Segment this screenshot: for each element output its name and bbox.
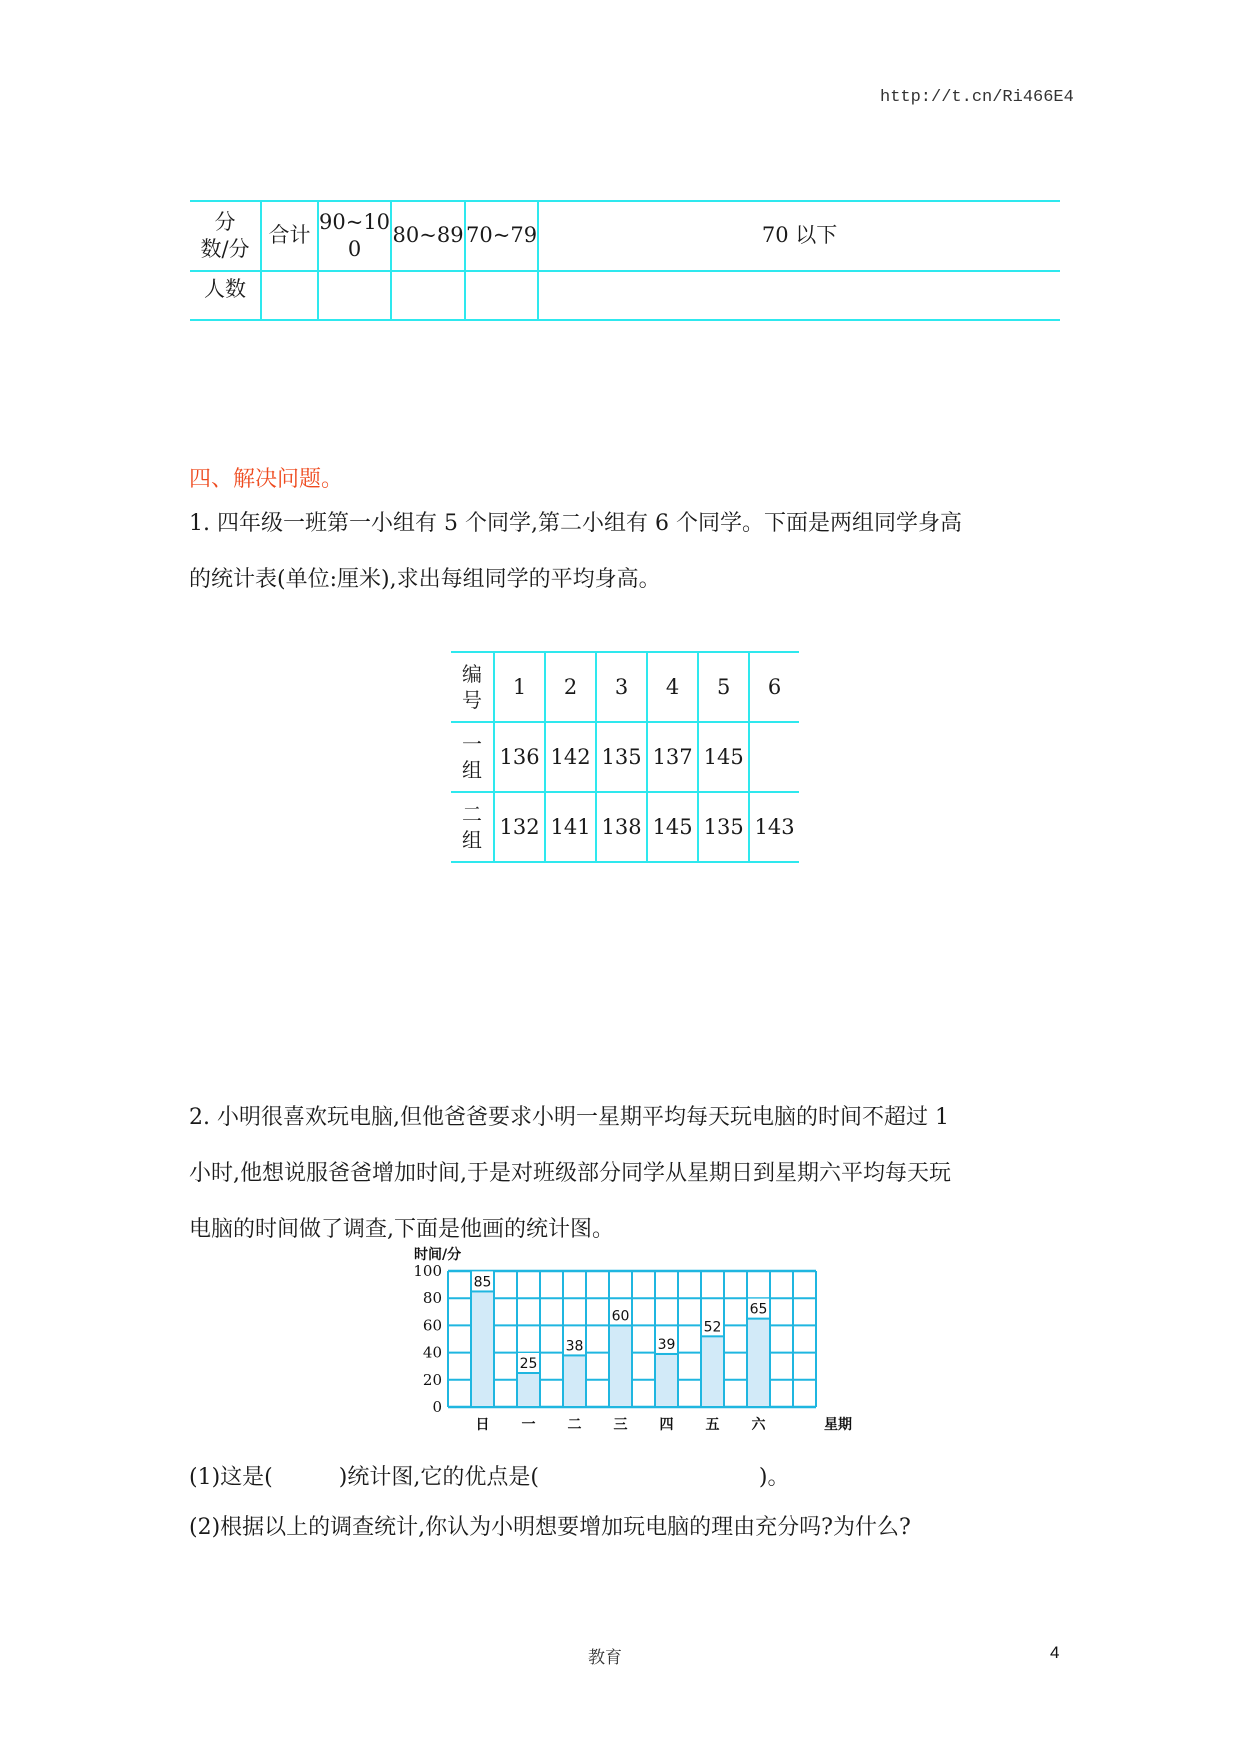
height-cell: 132 [494,792,545,862]
height-cell: 141 [545,792,596,862]
data-label: 38 [565,1338,584,1355]
bar-fill [564,1356,585,1406]
y-tick-label: 20 [422,1370,442,1389]
height-cell: 135 [698,792,749,862]
bar-fill [518,1374,539,1406]
height-table [451,651,799,863]
group1-label: 一 组 [462,732,482,782]
score-header-80-89: 80~89 [392,223,464,248]
section-title: 四、解决问题。 [189,467,344,492]
bar-fill [610,1326,631,1406]
id-cell: 1 [494,652,545,722]
header-url: http://t.cn/Ri466E4 [880,88,1074,107]
score-header-cell [318,201,391,271]
question-2: (2)根据以上的调查统计,你认为小明想要增加玩电脑的理由充分吗?为什么? [189,1515,911,1540]
group2-label: 二 组 [462,802,482,852]
y-tick-label: 80 [422,1289,442,1308]
count-cell[interactable] [318,271,391,320]
id-cell: 4 [647,652,698,722]
score-header-cell [538,201,1060,271]
x-tick-label: 六 [751,1417,766,1433]
bar-chart [400,1240,860,1440]
score-table [190,200,1060,321]
data-label: 60 [611,1308,630,1325]
x-tick-label: 三 [613,1417,628,1433]
footer-text: 教育 [588,1648,622,1668]
id-header-cell [451,652,494,722]
score-header-cell [261,201,318,271]
height-cell: 136 [494,722,545,792]
score-header-90-100: 90~10 0 [319,209,391,261]
y-tick-label: 0 [432,1398,442,1416]
data-label: 39 [657,1336,676,1353]
height-cell: 145 [698,722,749,792]
id-cell: 2 [545,652,596,722]
score-header-cell [391,201,465,271]
score-table-count-row [190,271,1060,320]
id-cell: 5 [698,652,749,722]
x-tick-label: 五 [705,1417,720,1433]
score-header-cell [465,201,538,271]
score-header-below-70: 70 以下 [761,223,838,248]
data-label: 65 [749,1301,768,1318]
x-tick-label: 二 [567,1417,582,1433]
height-cell: 135 [596,722,647,792]
group2-label-cell [451,792,494,862]
group1-label-cell [451,722,494,792]
count-cell[interactable] [391,271,465,320]
score-header-label: 分 数/分 [200,209,250,261]
group2-row [451,792,799,862]
height-table-header-row [451,652,799,722]
x-axis-label: 星期 [824,1417,852,1433]
count-row-label: 人数 [190,271,261,320]
bar-fill [656,1355,677,1406]
height-cell [749,722,799,792]
height-cell: 142 [545,722,596,792]
problem1-line2: 的统计表(单位:厘米),求出每组同学的平均身高。 [189,567,661,592]
height-cell: 138 [596,792,647,862]
id-cell: 3 [596,652,647,722]
score-header-70-79: 70~79 [466,223,538,248]
height-cell: 137 [647,722,698,792]
score-header-total: 合计 [268,223,311,248]
data-label: 85 [473,1274,492,1291]
count-cell[interactable] [465,271,538,320]
bar-fill [748,1320,769,1406]
count-cell[interactable] [261,271,318,320]
score-header-cell [190,201,261,271]
x-tick-label: 日 [475,1417,490,1433]
group1-row [451,722,799,792]
id-cell: 6 [749,652,799,722]
problem1-line1: 1. 四年级一班第一小组有 5 个同学,第二小组有 6 个同学。下面是两组同学身高 [189,511,962,536]
page-number: 4 [1050,1643,1060,1662]
problem2-line3: 电脑的时间做了调查,下面是他画的统计图。 [189,1217,614,1242]
problem2-line1: 2. 小明很喜欢玩电脑,但他爸爸要求小明一星期平均每天玩电脑的时间不超过 1 [189,1105,949,1130]
height-cell: 145 [647,792,698,862]
id-header-label: 编 号 [462,662,482,712]
problem2-line2: 小时,他想说服爸爸增加时间,于是对班级部分同学从星期日到星期六平均每天玩 [189,1161,951,1186]
x-tick-label: 一 [521,1417,536,1433]
y-tick-label: 60 [422,1316,442,1335]
y-tick-label: 100 [413,1262,442,1280]
y-axis-label: 时间/分 [414,1247,462,1263]
question-1: (1)这是( )统计图,它的优点是( )。 [189,1465,790,1490]
y-tick-label: 40 [422,1343,442,1362]
x-tick-label: 四 [659,1417,674,1433]
height-cell: 143 [749,792,799,862]
data-label: 25 [519,1356,538,1372]
count-cell[interactable] [538,271,1060,320]
score-table-header-row [190,201,1060,271]
bar-fill [472,1292,493,1406]
bar-fill [702,1337,723,1406]
data-label: 52 [703,1319,722,1336]
